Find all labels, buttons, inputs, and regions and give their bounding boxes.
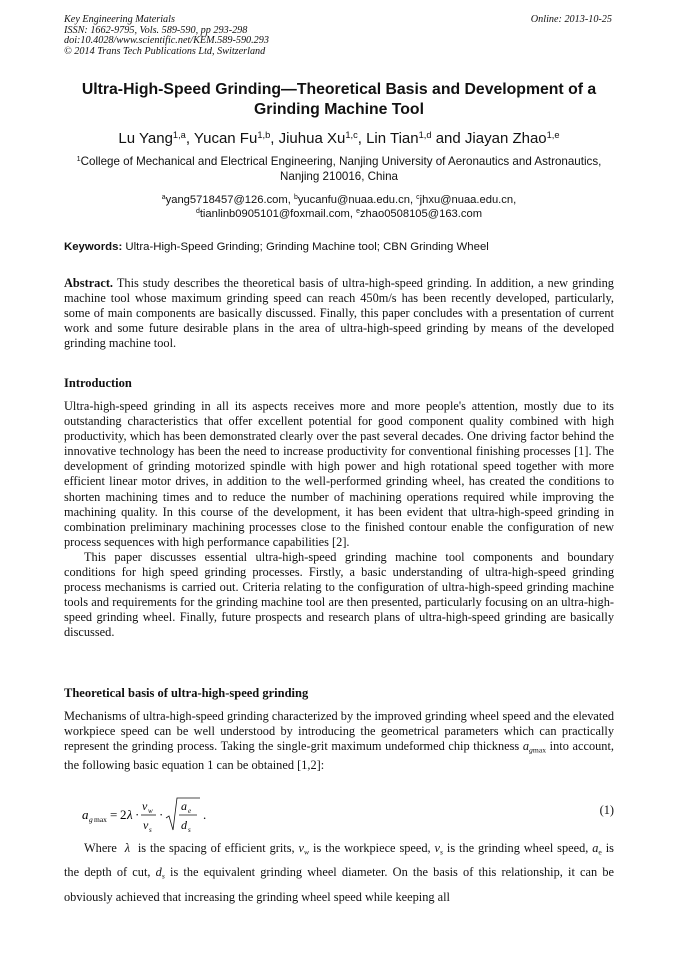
svg-text:λ: λ (127, 807, 133, 822)
where-vs-text: is the grinding wheel speed, (446, 841, 589, 855)
theory-text-b: into account, the following basic equation 1 can be obtained [1,2]: (64, 739, 614, 772)
theory-body (64, 709, 614, 773)
keywords-text: Ultra-High-Speed Grinding; Grinding Machine tool; CBN Grinding Wheel (125, 241, 489, 253)
svg-text:=: = (110, 807, 118, 822)
journal-name: Key Engineering Materials (64, 14, 175, 25)
svg-text:d: d (181, 818, 187, 832)
email-list: $^a$yang5718457@126.com, $^b$yucanfu@nuaa.edu.cn, $^c$jhxu@nuaa.edu.cn, $^d$tianlinb0905101@foxmail.com, $^e$zhao0508105@163.com (161, 194, 517, 220)
author-name: Lu Yang (118, 130, 173, 147)
author-name: Jiayan Zhao (464, 130, 547, 147)
issn-line: ISSN: 1662-9795, Vols. 589-590, pp 293-298 (64, 24, 248, 36)
where-ds-text: is the equivalent grinding wheel diameter. On the basis of this relationship, it can be obviously achieved that increasing the grinding wheel speed while keeping all (64, 865, 615, 904)
svg-text:·: · (159, 807, 164, 822)
email-address: yucanfu@nuaa.edu.cn (297, 194, 410, 206)
affiliation-text: College of Mechanical and Electrical Engineering, Nanjing University of Aeronautics and Astronautics, Nanjing 210016, China (80, 155, 602, 183)
email-sup: a (161, 194, 166, 202)
lambda-symbol: λ (120, 841, 134, 855)
keywords (64, 240, 624, 254)
abstract (64, 276, 614, 351)
svg-text:s: s (188, 826, 191, 834)
email-sup: b (293, 194, 298, 202)
email-sup: d (195, 208, 200, 216)
email-sup: e (356, 208, 360, 216)
where-word: Where (84, 841, 117, 855)
equation-number: (1) (599, 803, 614, 817)
online-date: Online: 2013-10-25 (530, 14, 612, 25)
author-sup: 1,b (257, 129, 271, 140)
vs-symbol: $v_s$ (434, 841, 444, 857)
author-and: and (431, 130, 465, 147)
vw-symbol: $v_w$ (298, 841, 310, 857)
ds-symbol: $d_s$ (155, 865, 165, 881)
theory-heading: Theoretical basis of ultra-high-speed grinding (64, 686, 309, 700)
email-address: jhxu@nuaa.edu.cn (419, 194, 514, 206)
svg-text:max: max (94, 815, 107, 824)
doi-line: doi:10.4028/www.scientific.net/KEM.589-590.293 (64, 35, 269, 47)
author-sup: 1,a (172, 129, 186, 140)
svg-text:s: s (149, 826, 152, 834)
email-address: yang5718457@126.com (165, 194, 288, 206)
svg-text:v: v (143, 818, 149, 832)
affiliation (60, 155, 618, 184)
intro-body (64, 399, 614, 641)
email-sup: c (416, 194, 420, 202)
author-sup: 1,d (418, 129, 432, 140)
equation-formula (82, 792, 282, 836)
author-separator: , (185, 130, 194, 147)
copyright-line: © 2014 Trans Tech Publications Ltd, Switzerland (64, 45, 266, 57)
author-name: Lin Tian (366, 130, 419, 147)
keywords-label: Keywords: (64, 241, 123, 253)
svg-text:·: · (135, 807, 140, 822)
svg-text:2: 2 (120, 807, 127, 822)
author-sup: 1,c (345, 129, 358, 140)
author-name: Yucan Fu (193, 130, 258, 147)
theory-text-a: Mechanisms of ultra-high-speed grinding characterized by the improved grinding wheel speed and the elevated workpiece speed can be well understood by introducing the geometrical parameters which can practically represent the grinding process. Taking the single-grit maximum undeformed chip thickness (64, 709, 614, 754)
email-address: zhao0508105@163.com (359, 208, 483, 220)
author-sup: 1,e (546, 129, 560, 140)
abstract-label: Abstract. (64, 276, 114, 290)
svg-text:a: a (82, 807, 89, 822)
where-ae-text: is the depth of cut, (64, 841, 614, 880)
svg-text:w: w (148, 807, 153, 815)
email-address: tianlinb0905101@foxmail.com (199, 208, 350, 220)
intro-heading: Introduction (64, 376, 132, 390)
author-separator: , (270, 130, 279, 147)
affiliation-sup: 1 (76, 154, 81, 164)
intro-paragraph-2: This paper discusses essential ultra-high-speed grinding machine tool components and boundary conditions for high speed grinding processes. Firstly, a basic understanding of ultra-high-speed grinding process mechanisms is carried out. Criteria relating to the configuration of ultra-high-speed grinding machine tools and requirements for the grinding machine tool are then presented, particularly focusing on an ultra-high-speed grinding wheel. Finally, future prospects and research plans of ultra-high-speed grinding are basically discussed. (64, 549, 614, 640)
where-paragraph (64, 838, 614, 908)
svg-text:a: a (181, 799, 187, 813)
svg-text:.: . (203, 807, 207, 822)
where-lambda-text: is the spacing of efficient grits, (137, 841, 295, 855)
ae-symbol: $a_e$ (592, 841, 602, 857)
svg-text:v: v (142, 799, 148, 813)
svg-text:e: e (188, 807, 192, 815)
journal-header (64, 15, 269, 57)
abstract-text: This study describes the theoretical basis of ultra-high-speed grinding. In addition, a new grinding machine tool whose maximum grinding speed can reach 450m/s has been recently developed, particularly, some of main components are basically discussed. Finally, this paper concludes with a presentation of current work and some future desirable plans in the area of ultra-high-speed grinding by means of the developed grinding machine tool. (64, 276, 614, 351)
author-name: Jiuhua Xu (278, 130, 346, 147)
svg-text:g: g (89, 815, 93, 824)
where-vw-text: is the workpiece speed, (313, 841, 431, 855)
agmax-symbol: $a_{gmax}$ (522, 739, 547, 755)
author-list (40, 129, 638, 148)
equation-1 (64, 790, 614, 834)
author-separator: , (357, 130, 367, 147)
intro-paragraph-1: Ultra-high-speed grinding in all its aspects receives more and more people's attention, mostly due to its outstanding characteristics that offer excellent potential for good component quality combined with high productivity, which has been demonstrated clearly over the past several decades. One driving factor behind the innovative technology has been the need to increase productivity for conventional finishing processes [1]. The development of grinding motorized spindle with high power and high rotational speed together with more efficient linear motor drives, in addition to the well-performed grinding wheel, has created the conditions to shorten machining times and to reduce the number of machining operations required while improving the machining quality. In this course of the development, it has been evident that ultra-high-speed grinding in combination preliminary machining processes close to the finished contour enable the configuration of new process sequences with high performance capabilities [2]. (64, 399, 614, 549)
paper-title: Ultra-High-Speed Grinding—Theoretical Basis and Development of a Grinding Machine Tool (81, 81, 597, 118)
